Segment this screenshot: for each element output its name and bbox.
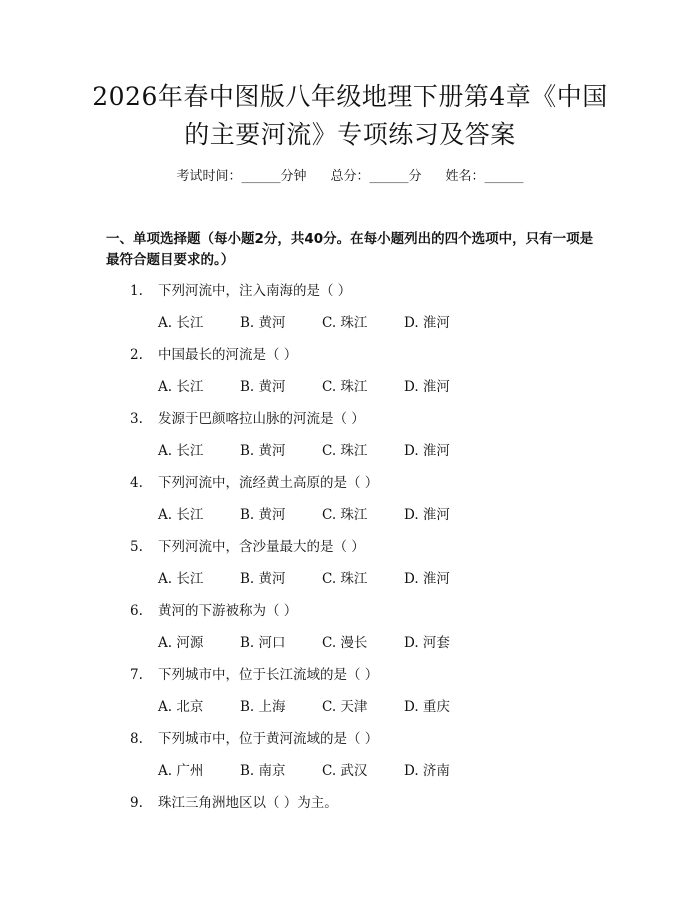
exam-time: 考试时间：______分钟 <box>176 169 307 184</box>
question-9 <box>130 794 338 812</box>
question-1 <box>130 282 351 300</box>
question-8 <box>130 730 378 748</box>
option-c[interactable]: C. 珠江 <box>322 571 368 587</box>
question-4 <box>130 474 378 492</box>
option-d[interactable]: D. 河套 <box>404 635 450 651</box>
question-text: 下列城市中，位于黄河流域的是（ ） <box>158 731 379 747</box>
question-6 <box>130 602 297 620</box>
option-d[interactable]: D. 淮河 <box>404 443 450 459</box>
question-2 <box>130 346 297 364</box>
option-b[interactable]: B. 黄河 <box>240 443 286 459</box>
question-5 <box>130 538 365 556</box>
question-number: 1. <box>130 283 143 299</box>
option-b[interactable]: B. 黄河 <box>240 571 286 587</box>
question-number: 2. <box>130 347 143 363</box>
question-text: 黄河的下游被称为（ ） <box>158 603 298 619</box>
question-text: 下列城市中，位于长江流域的是（ ） <box>158 667 379 683</box>
option-b[interactable]: B. 黄河 <box>240 507 286 523</box>
option-b[interactable]: B. 南京 <box>240 763 286 779</box>
question-number: 4. <box>130 475 143 491</box>
option-a[interactable]: A. 北京 <box>158 699 204 715</box>
question-3 <box>130 410 365 428</box>
option-a[interactable]: A. 广州 <box>158 763 204 779</box>
question-text: 发源于巴颜喀拉山脉的河流是（ ） <box>158 411 365 427</box>
question-number: 7. <box>130 667 143 683</box>
option-d[interactable]: D. 淮河 <box>404 379 450 395</box>
question-text: 下列河流中，含沙量最大的是（ ） <box>158 539 365 555</box>
option-b[interactable]: B. 黄河 <box>240 315 286 331</box>
option-d[interactable]: D. 济南 <box>404 763 450 779</box>
option-d[interactable]: D. 淮河 <box>404 315 450 331</box>
question-number: 9. <box>130 795 143 811</box>
page-title: 2026年春中图版八年级地理下册第4章《中国的主要河流》专项练习及答案 <box>92 82 608 149</box>
question-number: 5. <box>130 539 143 555</box>
exam-name: 姓名：______ <box>445 169 524 184</box>
option-a[interactable]: A. 长江 <box>158 571 204 587</box>
option-c[interactable]: C. 武汉 <box>322 763 368 779</box>
option-d[interactable]: D. 淮河 <box>404 507 450 523</box>
option-b[interactable]: B. 黄河 <box>240 379 286 395</box>
exam-score: 总分：______分 <box>330 169 422 184</box>
question-text: 下列河流中，注入南海的是（ ） <box>158 283 352 299</box>
question-text: 下列河流中，流经黄土高原的是（ ） <box>158 475 379 491</box>
option-a[interactable]: A. 长江 <box>158 315 204 331</box>
option-c[interactable]: C. 珠江 <box>322 507 368 523</box>
question-number: 3. <box>130 411 143 427</box>
question-text: 珠江三角洲地区以（ ）为主。 <box>158 795 338 811</box>
option-d[interactable]: D. 重庆 <box>404 699 450 715</box>
question-number: 6. <box>130 603 143 619</box>
option-d[interactable]: D. 淮河 <box>404 571 450 587</box>
exam-meta <box>0 168 700 186</box>
option-a[interactable]: A. 长江 <box>158 443 204 459</box>
option-c[interactable]: C. 珠江 <box>322 379 368 395</box>
question-7 <box>130 666 378 684</box>
option-b[interactable]: B. 上海 <box>240 699 286 715</box>
question-number: 8. <box>130 731 143 747</box>
option-a[interactable]: A. 河源 <box>158 635 204 651</box>
option-b[interactable]: B. 河口 <box>240 635 286 651</box>
option-c[interactable]: C. 珠江 <box>322 315 368 331</box>
option-a[interactable]: A. 长江 <box>158 507 204 523</box>
option-c[interactable]: C. 天津 <box>322 699 368 715</box>
section-heading: 一、单项选择题（每小题2分，共40分。在每小题列出的四个选项中，只有一项是最符合题目要求的。） <box>106 231 594 268</box>
option-c[interactable]: C. 珠江 <box>322 443 368 459</box>
option-c[interactable]: C. 漫长 <box>322 635 368 651</box>
question-text: 中国最长的河流是（ ） <box>158 347 298 363</box>
option-a[interactable]: A. 长江 <box>158 379 204 395</box>
